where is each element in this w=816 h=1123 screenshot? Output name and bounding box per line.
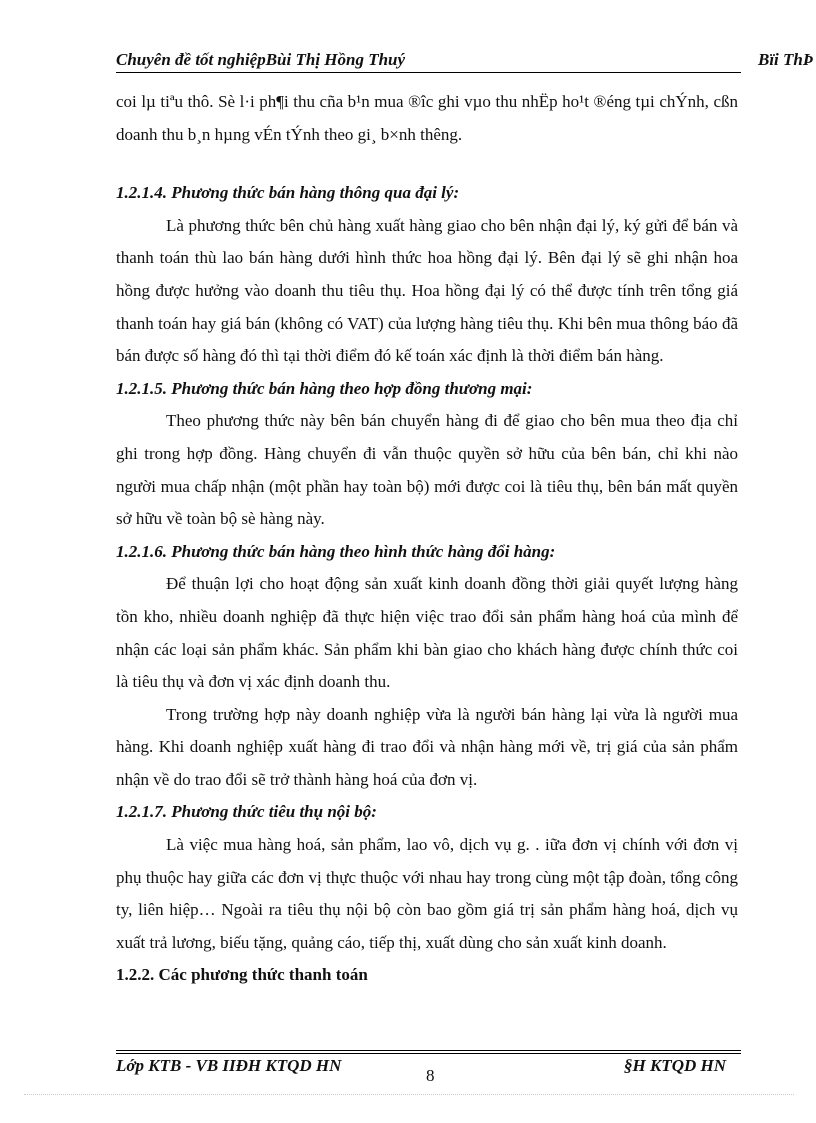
document-body <box>116 86 738 992</box>
section-heading-1-2-1-4: 1.2.1.4. Phương thức bán hàng thông qua đại lý: <box>116 183 460 203</box>
paragraph-continuation: coi lµ tiªu thô. Sè l·i ph¶i thu cña b¹n mua ®îc ghi vµo thu nhËp ho¹t ®éng tµi chÝnh, cßn doanh thu b¸n hµng vÉn tÝnh theo gi¸ b×nh thêng. <box>116 92 738 144</box>
section-heading-1-2-1-7: 1.2.1.7. Phương thức tiêu thụ nội bộ: <box>116 802 377 822</box>
page-number: 8 <box>426 1066 435 1085</box>
footer-class: Lớp KTB - VB IIĐH KTQD HN <box>116 1056 342 1075</box>
footer-divider-bottom <box>116 1053 741 1054</box>
footer-divider-top <box>116 1050 741 1051</box>
section-heading-1-2-2: 1.2.2. Các phương thức thanh toán <box>116 965 368 985</box>
section-heading-1-2-1-5: 1.2.1.5. Phương thức bán hàng theo hợp đồng thương mại: <box>116 378 533 398</box>
page-header <box>116 50 814 72</box>
header-divider <box>116 72 741 73</box>
header-title: Chuyên đề tốt nghiệpBùi Thị Hồng Thuý <box>116 50 406 69</box>
paragraph-barter-2: Trong trường hợp này doanh nghiệp vừa là người bán hàng lại vừa là người mua hàng. Khi doanh nghiệp xuất hàng đi trao đổi và nhận hàng mới về, trị giá của sản phẩm nhận về do trao đổi sẽ trở thành hàng hoá của đơn vị. <box>116 704 738 789</box>
section-heading-1-2-1-6: 1.2.1.6. Phương thức bán hàng theo hình thức hàng đổi hàng: <box>116 541 556 561</box>
footer-university: §H KTQD HN <box>624 1056 726 1075</box>
paragraph-agency-sales: Là phương thức bên chủ hàng xuất hàng giao cho bên nhận đại lý, ký gửi để bán và thanh toán thù lao bán hàng dưới hình thức hoa hồng đại lý. Bên đại lý sẽ ghi nhận hoa hồng được hưởng vào doanh thu tiêu thụ. Hoa hồng đại lý có thể được tính trên tổng giá thanh toán hay giá bán (không có VAT) của lượng hàng tiêu thụ. Khi bên mua thông báo đã bán được số hàng đó thì tại thời điểm đó kế toán xác định là thời điểm bán hàng. <box>116 215 738 366</box>
paragraph-contract-sales: Theo phương thức này bên bán chuyển hàng đi để giao cho bên mua theo địa chỉ ghi trong hợp đồng. Hàng chuyển đi vẫn thuộc quyền sở hữu của bên bán, chỉ khi nào người mua chấp nhận (một phần hay toàn bộ) mới được coi là tiêu thụ, bên bán mất quyền sở hữu về toàn bộ sè hàng này. <box>116 411 738 529</box>
header-author: Bïi ThÞ <box>758 50 814 69</box>
paragraph-internal-consumption: Là việc mua hàng hoá, sản phẩm, lao vô, dịch vụ g. . iữa đơn vị chính với đơn vị phụ thuộc hay giữa các đơn vị thực thuộc với nhau hay trong cùng một tập đoàn, tổng công ty, liên hiệp… Ngoài ra tiêu thụ nội bộ còn bao gồm giá trị sản phẩm hàng hoá, dịch vụ xuất trả lương, biếu tặng, quảng cáo, tiếp thị, xuất dùng cho sản xuất kinh doanh. <box>116 835 738 952</box>
paragraph-barter-1: Để thuận lợi cho hoạt động sản xuất kinh doanh đồng thời giải quyết lượng hàng tồn kho, nhiều doanh nghiệp đã thực hiện việc trao đổi sản phẩm hàng hoá của mình để nhận các loại sản phẩm khác. Sản phẩm khi bàn giao cho khách hàng được chính thức coi là tiêu thụ và đơn vị xác định doanh thu. <box>116 574 738 692</box>
page-edge <box>24 1094 794 1095</box>
